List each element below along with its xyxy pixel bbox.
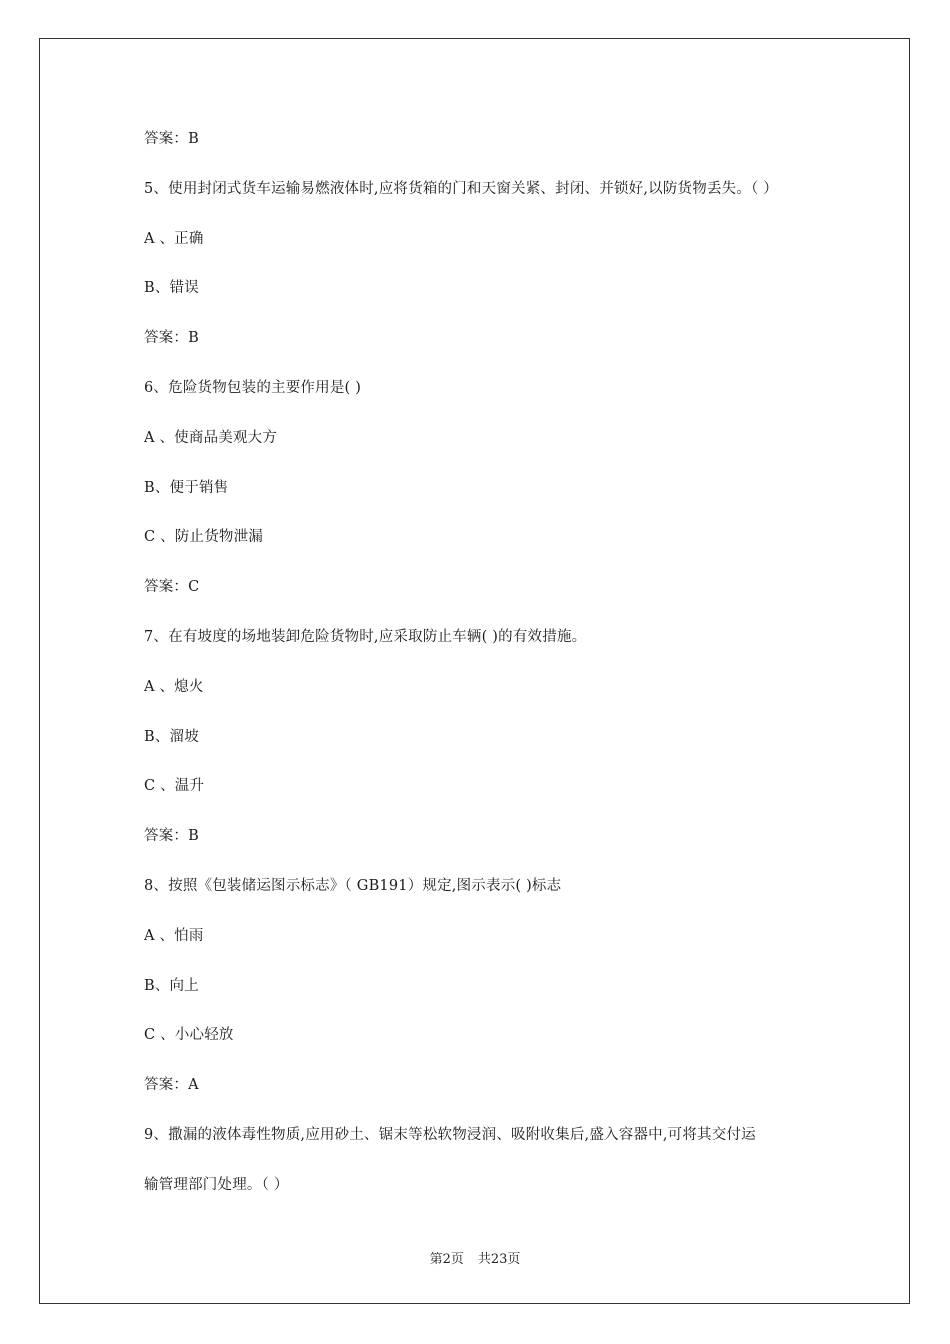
option-b: B、便于销售 xyxy=(144,479,229,496)
answer-line: 答案：B xyxy=(144,131,199,147)
answer-line: 答案：C xyxy=(144,579,200,596)
question-7: 7、在有坡度的场地装卸危险货物时,应采取防止车辆( )的有效措施。 xyxy=(144,628,587,645)
document-body xyxy=(144,128,834,1224)
page-number-current: 第2页 xyxy=(429,1252,464,1267)
question-5: 5、使用封闭式货车运输易燃液体时,应将货箱的门和天窗关紧、封闭、并锁好,以防货物丢失。（ ） xyxy=(144,180,778,197)
option-b: B、溜坡 xyxy=(144,728,199,745)
question-9: 9、撒漏的液体毒性物质,应用砂土、锯末等松软物浸润、吸附收集后,盛入容器中,可将其交付运 xyxy=(144,1126,756,1143)
option-b: B、向上 xyxy=(144,977,199,994)
answer-line: 答案：B xyxy=(144,828,199,845)
option-a: A 、正确 xyxy=(144,230,204,247)
option-c: C 、防止货物泄漏 xyxy=(144,529,264,546)
question-6: 6、危险货物包装的主要作用是( ) xyxy=(144,379,362,396)
option-a: A 、怕雨 xyxy=(144,927,204,944)
option-a: A 、使商品美观大方 xyxy=(144,429,278,446)
question-8: 8、按照《包装储运图示标志》（ GB191）规定,图示表示( )标志 xyxy=(144,877,562,894)
option-c: C 、小心轻放 xyxy=(144,1027,234,1044)
answer-line: 答案：B xyxy=(144,330,199,347)
page-footer xyxy=(0,1248,950,1267)
option-a: A 、熄火 xyxy=(144,678,204,695)
answer-line: 答案：A xyxy=(144,1077,199,1094)
question-9-continued: 输管理部门处理。（ ） xyxy=(144,1176,289,1193)
page-number-total: 共23页 xyxy=(477,1252,521,1267)
option-c: C 、温升 xyxy=(144,778,205,795)
option-b: B、错误 xyxy=(144,280,199,297)
